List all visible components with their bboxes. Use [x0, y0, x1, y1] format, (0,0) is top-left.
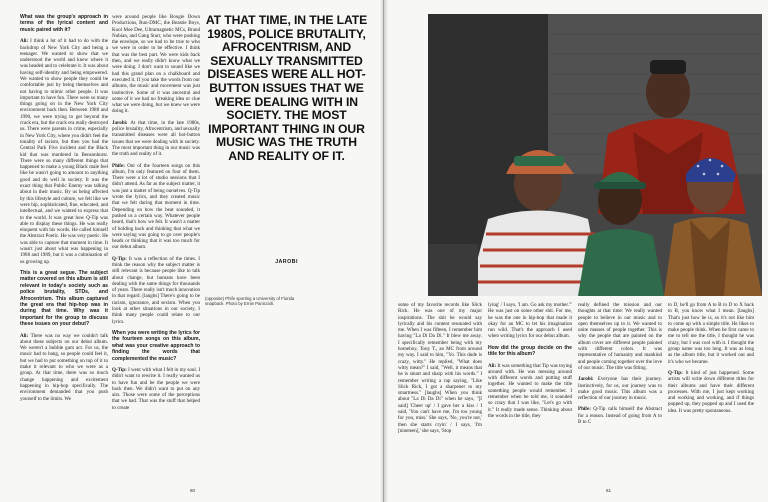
interview-answer: really defined the mission and our thoughts at that time: We really wanted people to believe in our music and to open themselves up to it. We wanted to unite masses of people together. This is why the people that are painted on the album cover are different people painted with different colors. It was representative of humanity and mankind and people coming together over the love of our music. The title was fitting. — [578, 302, 662, 371]
speaker-name: Ali: — [20, 38, 31, 45]
interview-answer: Jarobi: Everyone has their journey. Instinctively, for us, our journey was to make good music. This album was a reflection of our journey in music. — [578, 376, 662, 402]
left-page-column-3 — [205, 306, 285, 484]
left-page-column-1 — [20, 14, 108, 484]
pull-quote: AT THAT TIME, IN THE LATE 1980S, POLICE BRUTALITY, AFROCENTRISM, AND SEXUALLY TRANSMITTED DISEASES WERE ALL HOT-BUTTON ISSUES THAT WE WERE DEALING WITH IN SOCIETY. THE MOST IMPORTANT THING IN OUR MUSIC WAS THE TRUTH AND REALITY OF IT. — [205, 13, 368, 163]
speaker-name: Jarobi: — [578, 376, 598, 383]
interview-answer: Ali: I think a lot of it had to do with the backdrop of New York City and being a teenager. We wanted to show that we understood the world and knew where it was headed and to celebrate it. It was about having self-identity and being empowered. We wanted to show people they could be comfortable just by being themselves and not having to mimic other people. It was important to have fun. There were so many things going on in the New York City environment back then. Between 1988 and 1990, we were trying to get beyond the crack era, but the crack era really destroyed us. There were parents in crime, especially in New York City, where you didn't feel the tonality of racism, but then you had the Central Park Five incident and the Black kid that was murdered in Bensonhurst. There were so many different things that happened to make a young Black male feel like he wasn't going to amount to anything good and do well in society. It was the exact thing that Public Enemy was talking about in their music. By us being affected by this lifestyle and culture, we felt like we were hip, sophisticated, fine, educated, and intellectual, and we wanted to express that to the world. It was great how Q-Tip was able to display these things. He was really eloquent with his words. He called himself the Abstract Poetic. He was very poetic. He was able to capture that moment in time. It wasn't just about what was happening in 1988 and 1989, but it was a culmination of us growing up. — [20, 38, 108, 265]
group-photo — [428, 14, 762, 296]
spine-gutter — [380, 0, 388, 502]
interview-answer: Q-Tip: I went with what I felt in my soul. I didn't want to rewrite it. I really wanted us to have fun and be the people we were back then. We didn't want to put on any airs. Those were some of the perceptions that we had. That was the stuff that helped to create — [112, 366, 200, 411]
speaker-name: Ali: — [20, 332, 31, 339]
right-page-column-2 — [488, 302, 572, 484]
interview-answer: some of my favorite records like Slick Rick. He was one of my major inspirations. The shit he would say lyrically and his content resonated with me. When I was fifteen, I remember him having "La Di Da Di." It blew me away. I specifically remember being with my homeboy, Tony T., an MC from around my way. I said to him, "Yo. This dude is crazy, witty." He replied, "What does witty mean?" I said, "Well, it means that he is smart and sharp with his words." I remember writing a rap saying, "Like Slick Rick, I got a sharpener to my smartness." [laughs] When you think about "La Di Da Di" when he says, "[I said] 'Cheer up' / I gave her a kiss / I said, 'You can't have me, I'm too young for you, miss.' She says, 'No, you're not,' then she starts cryin' / I says, 'I'm [nineteen],' she says, 'Stop — [398, 302, 482, 434]
left-page-column-2 — [112, 14, 200, 484]
speaker-name: Q-Tip: — [112, 255, 129, 262]
photo-caption: (opposite) Phife sporting a University of Florida snapback. Photo by Ernie Paniccioli. — [205, 296, 295, 307]
right-page-column-1 — [398, 302, 482, 484]
speaker-name: Phife: — [112, 162, 128, 169]
speaker-name: Jarobi: — [112, 119, 131, 126]
pull-quote-attribution: JAROBI — [275, 259, 298, 265]
interview-answer: Jarobi: At that time, in the late 1980s, police brutality, Afrocentrism, and sexually transmitted diseases were all hot-button issues that we were dealing with in society. The most important thing in our music was the truth and reality of it. — [112, 119, 200, 158]
page-number-left: 60 — [190, 488, 196, 493]
interview-answer: were around people like Boogie Down Productions, Run-DMC, the Beastie Boys, Kool Moe Dee, Ultramagnetic MCs, Brand Nubian, and Gang Starr, who were pushing the envelope, so we had to be true to who we were in order to be effective. I think that was the best part. We were kids back then, and we really didn't know what we were doing. I don't want to sound like we had this grand plan on a chalkboard and executed it. If you take the words from our albums, the music and movement was just instinctive. Some of it was ancestral and some of it we had no freaking idea or clue what we were doing, but we knew we were doing it. — [112, 14, 200, 115]
interview-question: This is a great segue. The subject matter covered on this album is still relevant in today's society such as police brutality, STDs, and Afrocentrism. This album captured the great era that hip-hop was in during that time. Why was it important for the group to discuss these issues on your debut? — [20, 269, 108, 328]
interview-answer: Phife: Out of the fourteen songs on this album, I'm only featured on four of them. There were a lot of studio sessions that I didn't attend. As far as the subject matter, it was just a matter of being ourselves. Q-Tip wrote the lyrics, and they created music that we felt during that moment in time. Depending on how the beat sounded, it pushed us a certain way. Whatever people heard, that's how we felt. It wasn't a matter of holding back and thinking that what we were saying was going to go over people's heads or thinking that it was too much for our debut album. — [112, 162, 200, 251]
speaker-name: Ali: — [488, 362, 498, 369]
interview-answer: Q-Tip: It kind of just happened. Some artists will write down different titles for their albums and have their different processes. With me, I just kept working and working and working, and if things popped up, they popped up and I used the idea. It was pretty spontaneous. — [668, 369, 754, 414]
group-photo-illustration — [428, 14, 762, 296]
speaker-name: Phife: — [578, 406, 594, 413]
interview-question: How did the group decide on the title for this album? — [488, 344, 572, 358]
right-page-column-4 — [668, 302, 754, 484]
interview-question: What was the group's approach in terms of the lyrical content and music paired with it? — [20, 14, 108, 33]
interview-answer: Q-Tip: It was a reflection of the times. I think the reason why the subject matter is still relevant is because people like to talk about change, but humans have been dealing with the same things for thousands of years. There really isn't much innovation in that regard. [laughs] There's going to be racism, ignorance, and sexism. When you look at other situations in our society, I think many people could relate to our lyrics. — [112, 255, 200, 325]
page-number-right: 61 — [606, 488, 612, 493]
speaker-name: Q-Tip: — [668, 369, 686, 376]
right-page — [384, 0, 768, 502]
interview-answer: lying' / I says, 'I am. Go ask my mother.'" He was just on some other shit. For me, he was the one in hip-hop that made it okay for an MC to let his imagination run wild. That's the approach I used when writing lyrics for our debut album. — [488, 302, 572, 340]
interview-answer: to D, he'll go from A to B to D to X back to B, you know what I mean. [laughs] That's just how he is, so it's not like him to come up with a simple title. He likes to make people think. When he first came to me to tell me the title, I thought he was crazy, but I was cool with it. I thought the group name was too long. It was as long as the album title, but it worked out and it's who we became. — [668, 302, 754, 365]
right-page-column-3 — [578, 302, 662, 484]
interview-answer: Ali: It was something that Tip was toying around with. He was messing around with different words and putting stuff together. He wanted to make the title something people would remember. I remember when he told me, it sounded so crazy that I was like, "Let's go with it." It really made sense. Thinking about the words in the title, they — [488, 362, 572, 419]
interview-answer: Phife: Q-Tip calls himself the Abstract for a reason. Instead of going from A to B to C — [578, 406, 662, 426]
interview-question: When you were writing the lyrics for the fourteen songs on this album, what was your creative approach to finding the words that complemented the music? — [112, 329, 200, 362]
speaker-name: Q-Tip: — [112, 366, 129, 373]
interview-answer: Ali: There was no way we couldn't talk about these subjects on our debut album. We weren't a bubble gum act. For us, the music had to bang, so people could feel it, but we had to put something on top of it to make it relevant to who we were as a group. At that time, there was so much change happening and excitement happening in hip-hop specifically. The environment demanded that you push yourself to the limits. We — [20, 332, 108, 402]
